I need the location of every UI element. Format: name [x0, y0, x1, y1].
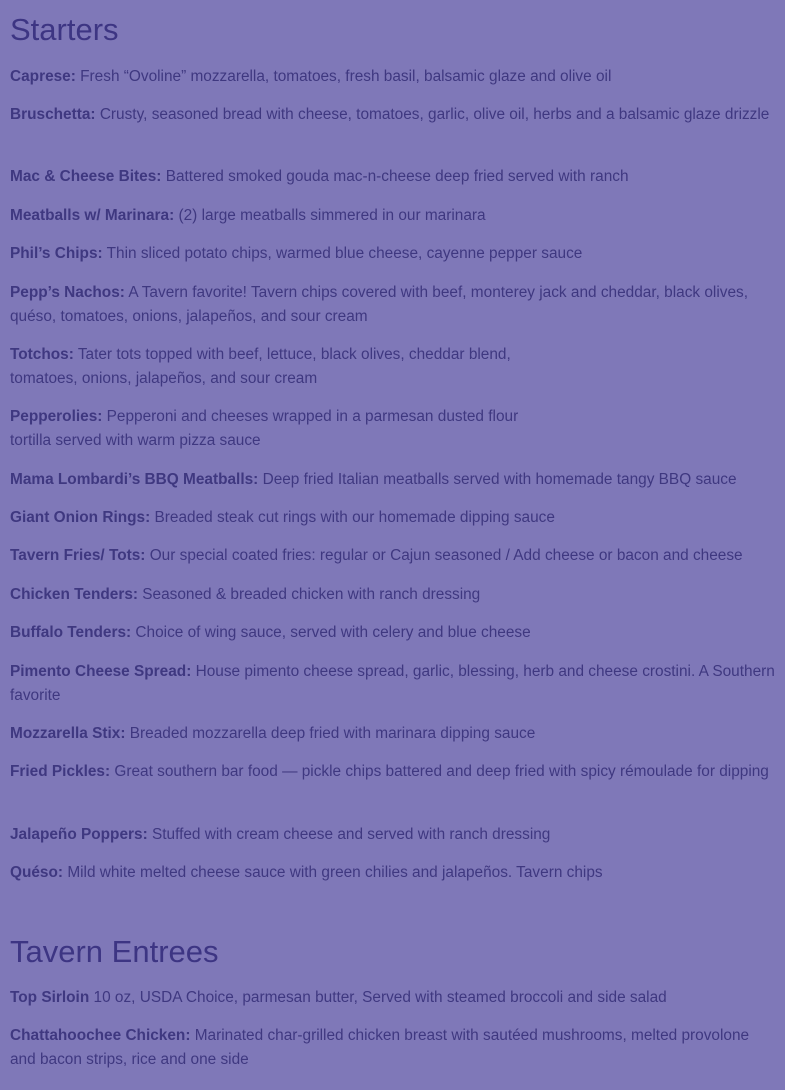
item-name: Bruschetta:	[10, 106, 96, 123]
menu-item-jalapeno-poppers	[10, 823, 775, 847]
item-name: Top Sirloin	[10, 989, 90, 1006]
menu-item-totchos	[10, 343, 775, 391]
item-description: 10 oz, USDA Choice, parmesan butter, Served with steamed broccoli and side salad	[93, 989, 667, 1006]
menu-item-mozzarella-stix	[10, 722, 775, 746]
item-description: A Tavern favorite! Tavern chips covered with beef, monterey jack and cheddar, black olives, quéso, tomatoes, onions, jalapeños, and sour cream	[10, 284, 748, 325]
item-name: Caprese:	[10, 68, 76, 85]
menu-item-queso	[10, 861, 775, 885]
item-name: Quéso:	[10, 864, 64, 881]
item-description: Seasoned & breaded chicken with ranch dressing	[142, 586, 481, 603]
section-title-starters: Starters	[10, 12, 119, 47]
item-name: Mac & Cheese Bites:	[10, 168, 162, 185]
item-description: (2) large meatballs simmered in our marinara	[178, 207, 486, 224]
item-name: Tavern Fries/ Tots:	[10, 547, 146, 564]
item-name: Chattahoochee Chicken:	[10, 1027, 191, 1044]
item-description: Deep fried Italian meatballs served with homemade tangy BBQ sauce	[262, 471, 737, 488]
item-description: Breaded steak cut rings with our homemade dipping sauce	[154, 509, 555, 526]
menu-item-bbq-meatballs	[10, 468, 775, 492]
item-name: Mama Lombardi’s BBQ Meatballs:	[10, 471, 259, 488]
item-name: Giant Onion Rings:	[10, 509, 151, 526]
item-description: Mild white melted cheese sauce with green chilies and jalapeños. Tavern chips	[67, 864, 603, 881]
item-name: Fried Pickles:	[10, 763, 111, 780]
item-name: Phil’s Chips:	[10, 245, 103, 262]
menu-item-caprese	[10, 65, 775, 89]
menu-item-chicken-tenders	[10, 583, 775, 607]
item-description: House pimento cheese spread, garlic, blessing, herb and cheese crostini. A Southern favorite	[10, 663, 775, 704]
item-description: Thin sliced potato chips, warmed blue cheese, cayenne pepper sauce	[106, 245, 583, 262]
menu-item-bruschetta	[10, 103, 775, 127]
menu-item-pimento-cheese	[10, 660, 775, 708]
menu-item-phils-chips	[10, 242, 775, 266]
item-description: Crusty, seasoned bread with cheese, tomatoes, garlic, olive oil, herbs and a balsamic glaze drizzle	[99, 106, 770, 123]
item-description: Fresh “Ovoline” mozzarella, tomatoes, fresh basil, balsamic glaze and olive oil	[80, 68, 612, 85]
item-description: Pepperoni and cheeses wrapped in a parmesan dusted flour tortilla served with warm pizza sauce	[10, 408, 519, 449]
item-description: Our special coated fries: regular or Cajun seasoned / Add cheese or bacon and cheese	[149, 547, 743, 564]
item-name: Pimento Cheese Spread:	[10, 663, 192, 680]
item-description: Battered smoked gouda mac-n-cheese deep fried served with ranch	[165, 168, 629, 185]
item-name: Mozzarella Stix:	[10, 725, 126, 742]
menu-item-pepps-nachos	[10, 281, 775, 329]
item-description: Choice of wing sauce, served with celery and blue cheese	[135, 624, 531, 641]
menu-item-fried-pickles	[10, 760, 775, 784]
item-description: Great southern bar food — pickle chips battered and deep fried with spicy rémoulade for dipping	[114, 763, 769, 780]
item-description: Breaded mozzarella deep fried with marinara dipping sauce	[129, 725, 536, 742]
item-name: Totchos:	[10, 346, 74, 363]
item-name: Buffalo Tenders:	[10, 624, 132, 641]
menu-item-buffalo-tenders	[10, 621, 775, 645]
item-name: Chicken Tenders:	[10, 586, 139, 603]
menu-item-onion-rings	[10, 506, 775, 530]
menu-item-tavern-fries	[10, 544, 775, 568]
menu-item-top-sirloin	[10, 986, 775, 1010]
item-name: Meatballs w/ Marinara:	[10, 207, 175, 224]
item-description: Stuffed with cream cheese and served with ranch dressing	[151, 826, 551, 843]
menu-item-mac-cheese-bites	[10, 165, 775, 189]
item-description: Tater tots topped with beef, lettuce, black olives, cheddar blend, tomatoes, onions, jalapeños, and sour cream	[10, 346, 511, 387]
menu-item-meatballs-marinara	[10, 204, 775, 228]
item-name: Pepp’s Nachos:	[10, 284, 125, 301]
menu-item-chattahoochee-chicken	[10, 1024, 775, 1072]
item-description: Marinated char-grilled chicken breast with sautéed mushrooms, melted provolone and bacon strips, rice and one side	[10, 1027, 750, 1068]
section-title-tavern-entrees: Tavern Entrees	[10, 934, 219, 969]
item-name: Jalapeño Poppers:	[10, 826, 148, 843]
menu-item-pepperolies	[10, 405, 775, 453]
item-name: Pepperolies:	[10, 408, 103, 425]
